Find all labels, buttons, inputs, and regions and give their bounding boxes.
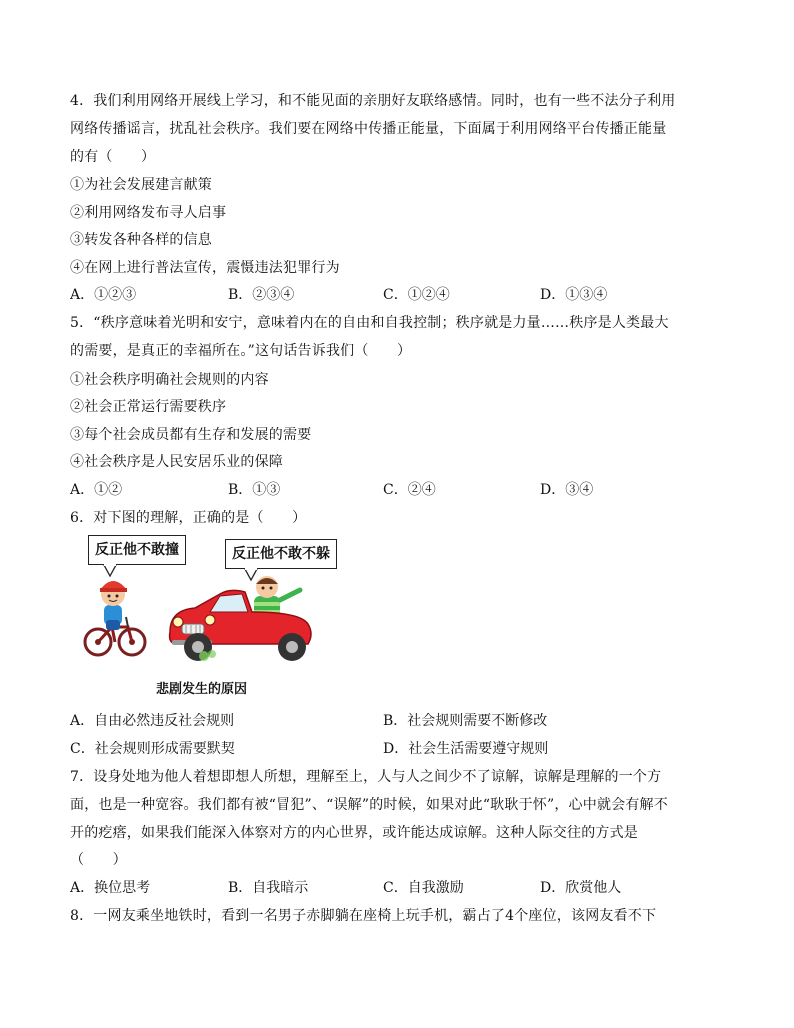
q5-option-a: A．①② — [70, 482, 123, 498]
q4-stem-line3: 的有（ ） — [70, 149, 156, 165]
q4-item-2: ②利用网络发布寻人启事 — [70, 205, 227, 221]
bubble-tail-left — [104, 565, 116, 576]
q5-item-2: ②社会正常运行需要秩序 — [70, 399, 227, 415]
bubble-tail-right — [245, 569, 257, 580]
q4-option-b: B．②③④ — [228, 287, 295, 303]
q4-option-a: A．①②③ — [70, 287, 137, 303]
q7-stem-line1: 7．设身处地为他人着想即想人所想，理解至上，人与人之间少不了谅解，谅解是理解的一个方 — [70, 769, 662, 785]
q7-option-a: A．换位思考 — [70, 880, 151, 896]
q7-stem-line4: （ ） — [70, 852, 127, 868]
q6-cartoon-figure — [70, 532, 350, 702]
q6-option-c: C．社会规则形成需要默契 — [70, 741, 235, 757]
q4-option-d: D．①③④ — [540, 287, 608, 303]
q5-option-d: D．③④ — [540, 482, 594, 498]
q5-item-4: ④社会秩序是人民安居乐业的保障 — [70, 454, 283, 470]
q4-stem-line2: 网络传播谣言，扰乱社会秩序。我们要在网络中传播正能量，下面属于利用网络平台传播正能量 — [70, 121, 667, 137]
q5-item-1: ①社会秩序明确社会规则的内容 — [70, 372, 269, 388]
q7-stem-line2: 面，也是一种宽容。我们都有被“冒犯”、“误解”的时候，如果对此“耿耿于怀”，心中就会有解不 — [70, 797, 668, 813]
q7-option-b: B．自我暗示 — [228, 880, 309, 896]
q7-stem-line3: 开的疙瘩，如果我们能深入体察对方的内心世界，或许能达成谅解。这种人际交往的方式是 — [70, 825, 638, 841]
q6-stem-line1: 6．对下图的理解，正确的是（ ） — [70, 510, 307, 526]
cartoon-illustration — [70, 532, 350, 672]
red-car-with-driver — [170, 576, 311, 661]
q4-option-c: C．①②④ — [383, 287, 450, 303]
q4-stem-line1: 4．我们利用网络开展线上学习，和不能见面的亲朋好友联络感情。同时，也有一些不法分子利用 — [70, 93, 676, 109]
q5-stem-line1: 5．“秩序意味着光明和安宁，意味着内在的自由和自我控制；秩序就是力量……秩序是人类最大 — [70, 315, 669, 331]
q5-item-3: ③每个社会成员都有生存和发展的需要 — [70, 427, 312, 443]
figure-caption: 悲剧发生的原因 — [156, 682, 248, 697]
q7-option-c: C．自我激励 — [383, 880, 464, 896]
q4-item-4: ④在网上进行普法宣传，震慑违法犯罪行为 — [70, 260, 340, 276]
boy-on-bicycle — [85, 581, 145, 655]
q4-item-1: ①为社会发展建言献策 — [70, 177, 212, 193]
q5-stem-line2: 的需要，是真正的幸福所在。”这句话告诉我们（ ） — [70, 343, 412, 359]
q4-item-3: ③转发各种各样的信息 — [70, 232, 212, 248]
q5-option-b: B．①③ — [228, 482, 281, 498]
q5-option-c: C．②④ — [383, 482, 436, 498]
q8-stem-line1: 8．一网友乘坐地铁时，看到一名男子赤脚躺在座椅上玩手机，霸占了4个座位，该网友看不下 — [70, 908, 657, 924]
q6-option-b: B．社会规则需要不断修改 — [383, 713, 548, 729]
speech-bubble-right: 反正他不敢不躲 — [225, 539, 337, 569]
q6-option-a: A．自由必然违反社会规则 — [70, 713, 235, 729]
speech-bubble-left: 反正他不敢撞 — [88, 535, 186, 565]
q7-option-d: D．欣赏他人 — [540, 880, 622, 896]
q6-option-d: D．社会生活需要遵守规则 — [383, 741, 549, 757]
